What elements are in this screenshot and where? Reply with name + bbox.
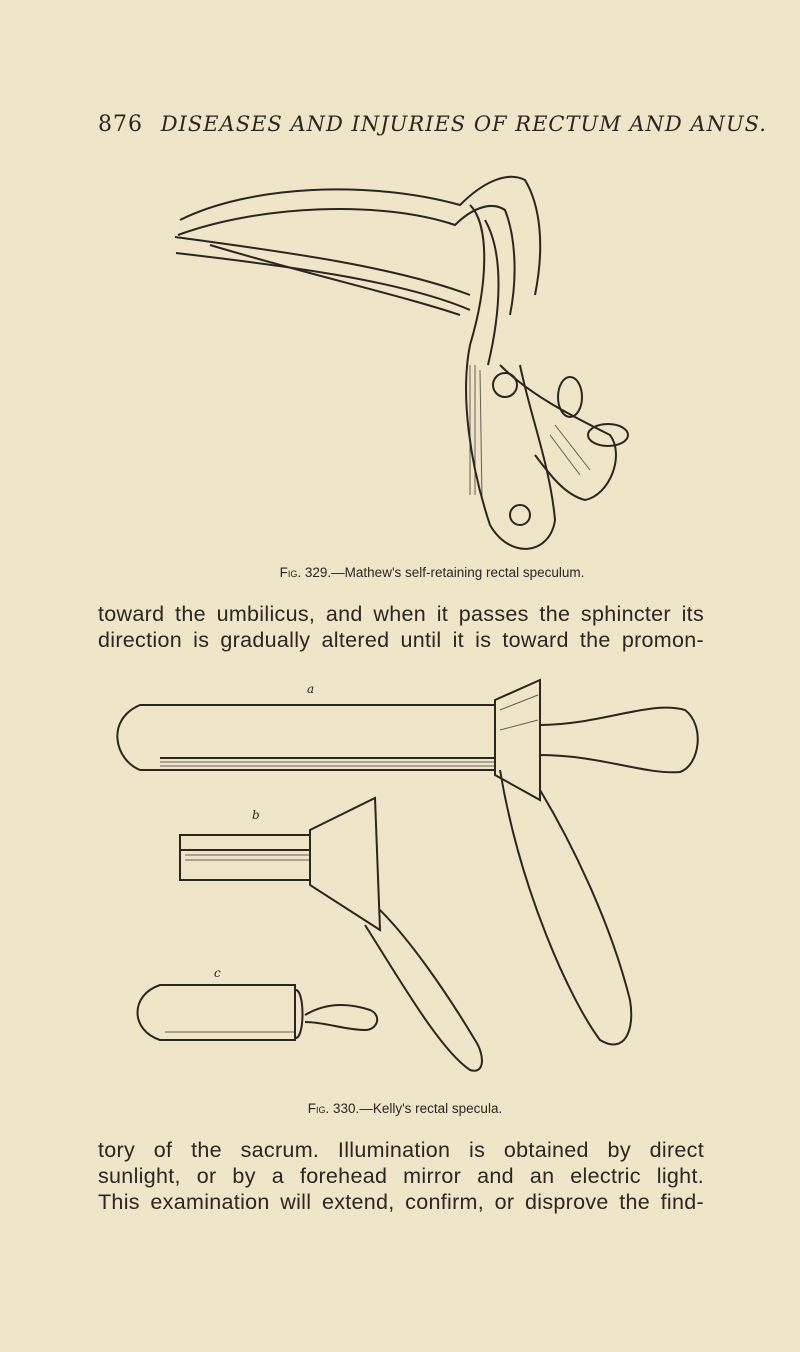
running-head: [98, 112, 767, 137]
part-label-b: b: [252, 808, 260, 822]
part-label-a: a: [307, 682, 315, 696]
figure-329-label: Fig. 329.: [279, 565, 332, 580]
page-number: 876: [98, 112, 143, 137]
paragraph-1: [98, 601, 704, 653]
paragraph-2-line: This examination will extend, confirm, or disprove the find-: [98, 1190, 704, 1214]
figure-330-caption: [250, 1101, 560, 1116]
mathew-speculum-illustration: [170, 165, 640, 560]
part-label-c: c: [214, 966, 221, 980]
paragraph-1-line: direction is gradually altered until it is toward the promon-: [98, 628, 704, 652]
figure-329-text: —Mathew's self-retaining rectal speculum.: [331, 565, 585, 580]
figure-329-caption: [252, 565, 612, 580]
figure-330-text: —Kelly's rectal specula.: [359, 1101, 503, 1116]
paragraph-2-line: tory of the sacrum. Illumination is obtained by direct: [98, 1138, 704, 1162]
paragraph-2: [98, 1137, 704, 1215]
kelly-specula-illustration: [100, 670, 710, 1090]
running-title: DISEASES AND INJURIES OF RECTUM AND ANUS.: [160, 112, 767, 136]
paragraph-1-line: toward the umbilicus, and when it passes the sphincter its: [98, 602, 704, 626]
paragraph-2-line: sunlight, or by a forehead mirror and an electric light.: [98, 1164, 704, 1188]
figure-330-label: Fig. 330.: [307, 1101, 360, 1116]
